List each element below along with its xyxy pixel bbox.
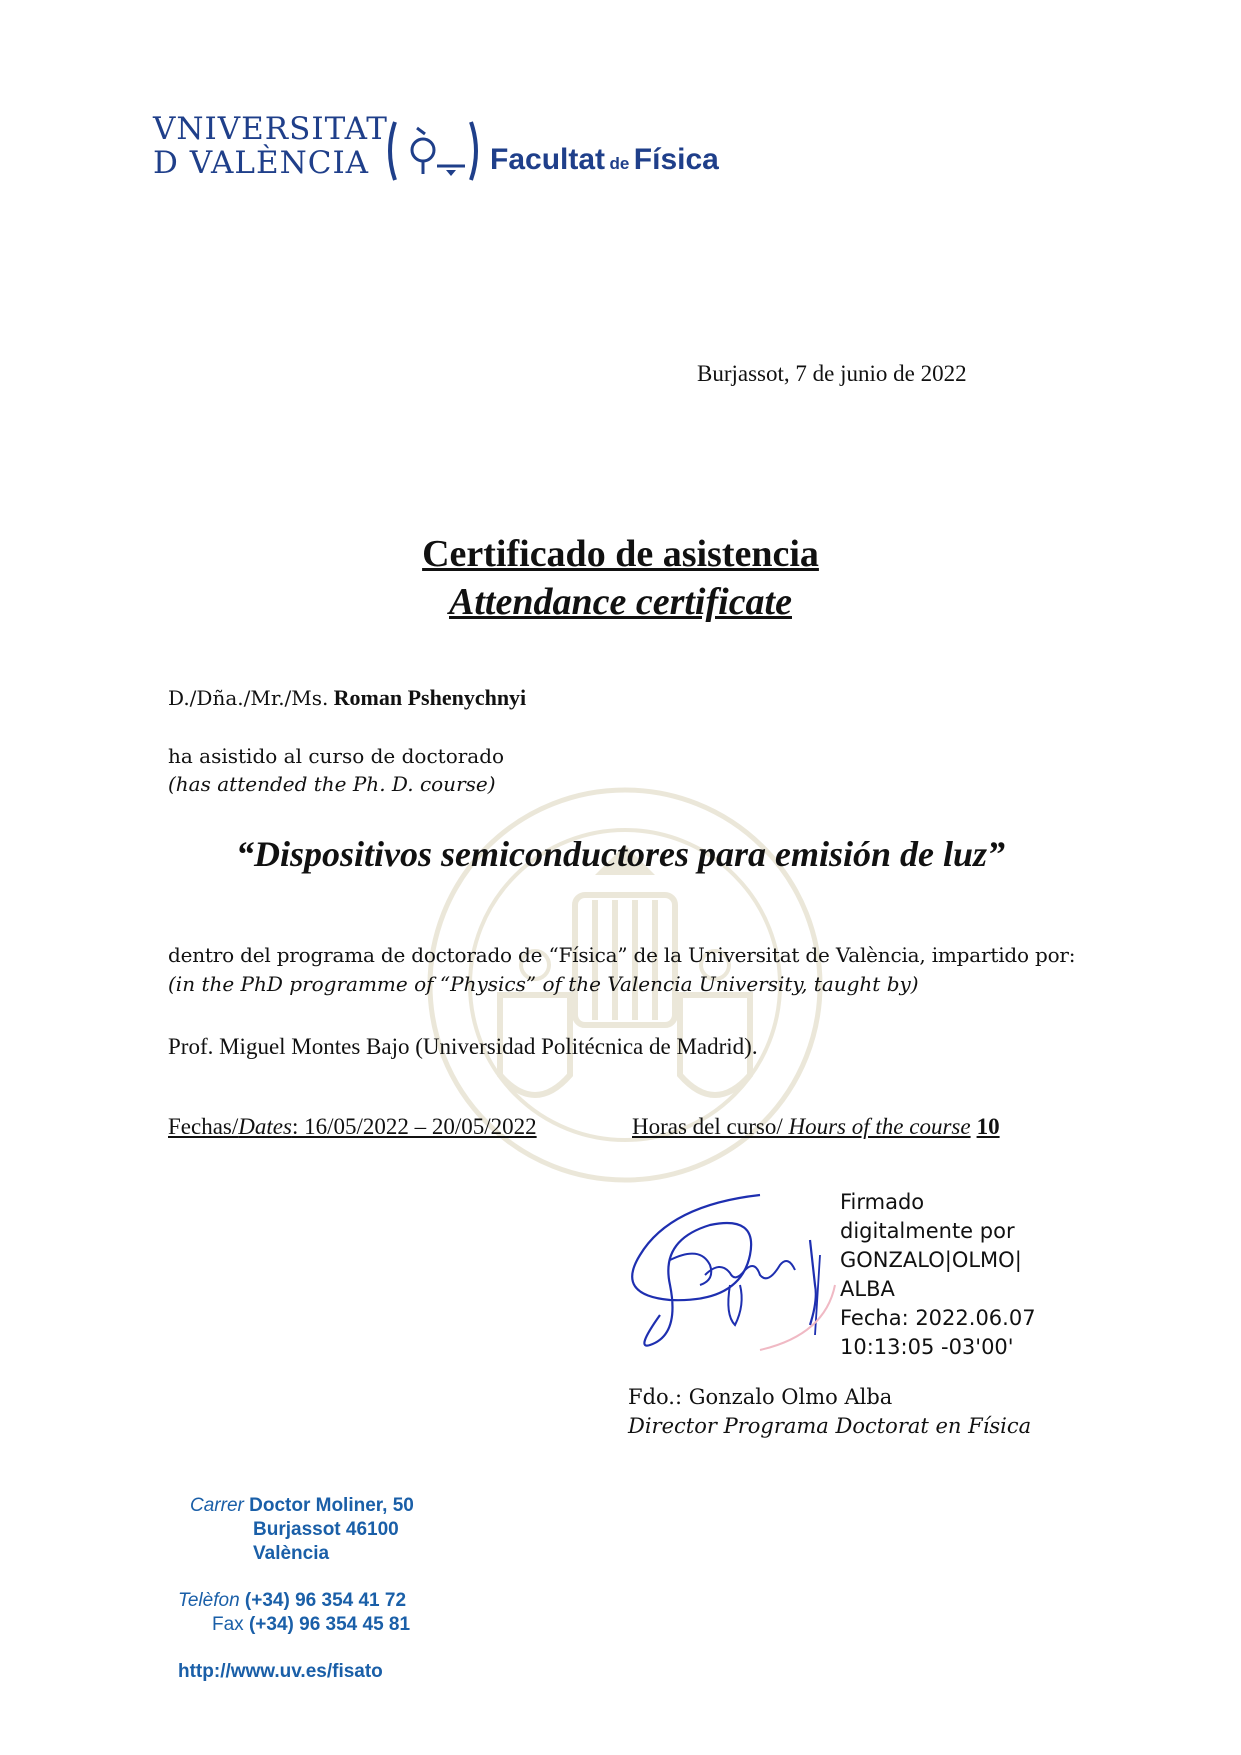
- footer-tel-value: (+34) 96 354 41 72: [244, 1590, 407, 1611]
- faculty-word2: Física: [633, 143, 719, 176]
- digital-sig-line5: Fecha: 2022.06.07: [840, 1306, 1036, 1330]
- title-spanish: Certificado de asistencia: [422, 533, 819, 575]
- program-text-spanish: dentro del programa de doctorado de “Física” de la Universitat de València, impartido por:: [168, 943, 1076, 967]
- signer-role: Director Programa Doctorat en Física: [628, 1414, 1032, 1438]
- professor-name: Prof. Miguel Montes Bajo (Universidad Politécnica de Madrid).: [168, 1034, 758, 1059]
- hours-label-es: Horas del curso/: [632, 1114, 789, 1139]
- place-date: Burjassot, 7 de junio de 2022: [697, 361, 967, 386]
- attended-text-spanish: ha asistido al curso de doctorado: [168, 744, 505, 768]
- digital-sig-line6: 10:13:05 -03'00': [840, 1335, 1014, 1359]
- digital-sig-line4: ALBA: [840, 1277, 895, 1301]
- handwritten-signature: [610, 1185, 850, 1365]
- recipient-name: Roman Pshenychnyi: [333, 685, 527, 710]
- footer-fax-label: Fax: [212, 1614, 244, 1635]
- course-hours: [632, 1114, 1000, 1140]
- dates-label-es: Fechas/: [168, 1114, 239, 1139]
- footer-website-link[interactable]: http://www.uv.es/fisato: [178, 1661, 383, 1682]
- faculty-word-de: de: [609, 154, 630, 173]
- recipient-line: [168, 685, 526, 711]
- university-name-line2: D VALÈNCIA: [153, 145, 370, 181]
- footer-city: València: [253, 1543, 330, 1564]
- faculty-logo-icon: [383, 118, 483, 189]
- digital-sig-line1: Firmado: [840, 1190, 925, 1214]
- footer-fax-value: (+34) 96 354 45 81: [248, 1614, 411, 1635]
- footer-fax: [212, 1614, 410, 1636]
- attended-text-english: (has attended the Ph. D. course): [168, 772, 496, 796]
- footer-street-label: Carrer: [190, 1495, 244, 1516]
- dates-value: : 16/05/2022 – 20/05/2022: [291, 1114, 537, 1139]
- course-dates: [168, 1114, 537, 1140]
- faculty-name: [490, 143, 719, 177]
- recipient-label: D./Dña./Mr./Ms.: [168, 686, 329, 710]
- footer-street: [190, 1495, 414, 1517]
- faculty-word1: Facultat: [490, 143, 606, 176]
- hours-value: 10: [976, 1114, 1000, 1139]
- signer-name: Fdo.: Gonzalo Olmo Alba: [628, 1385, 893, 1409]
- footer-street-value: Doctor Moliner, 50: [249, 1495, 414, 1516]
- course-name: “Dispositivos semiconductores para emisión de luz”: [235, 834, 1006, 874]
- footer-town: Burjassot 46100: [253, 1519, 399, 1540]
- university-logo-text: [153, 112, 388, 180]
- university-name-line1: VNIVERSITAT: [153, 111, 388, 147]
- dates-label-en: Dates: [238, 1114, 292, 1139]
- footer-telephone: [178, 1590, 406, 1612]
- title-english: Attendance certificate: [449, 581, 792, 623]
- digital-sig-line3: GONZALO|OLMO|: [840, 1248, 1022, 1272]
- footer-tel-label: Telèfon: [178, 1590, 240, 1611]
- program-text-english: (in the PhD programme of “Physics” of the Valencia University, taught by): [168, 972, 919, 996]
- digital-signature-block: [840, 1188, 1036, 1362]
- digital-sig-line2: digitalmente por: [840, 1219, 1015, 1243]
- hours-label-en: Hours of the course: [788, 1114, 971, 1139]
